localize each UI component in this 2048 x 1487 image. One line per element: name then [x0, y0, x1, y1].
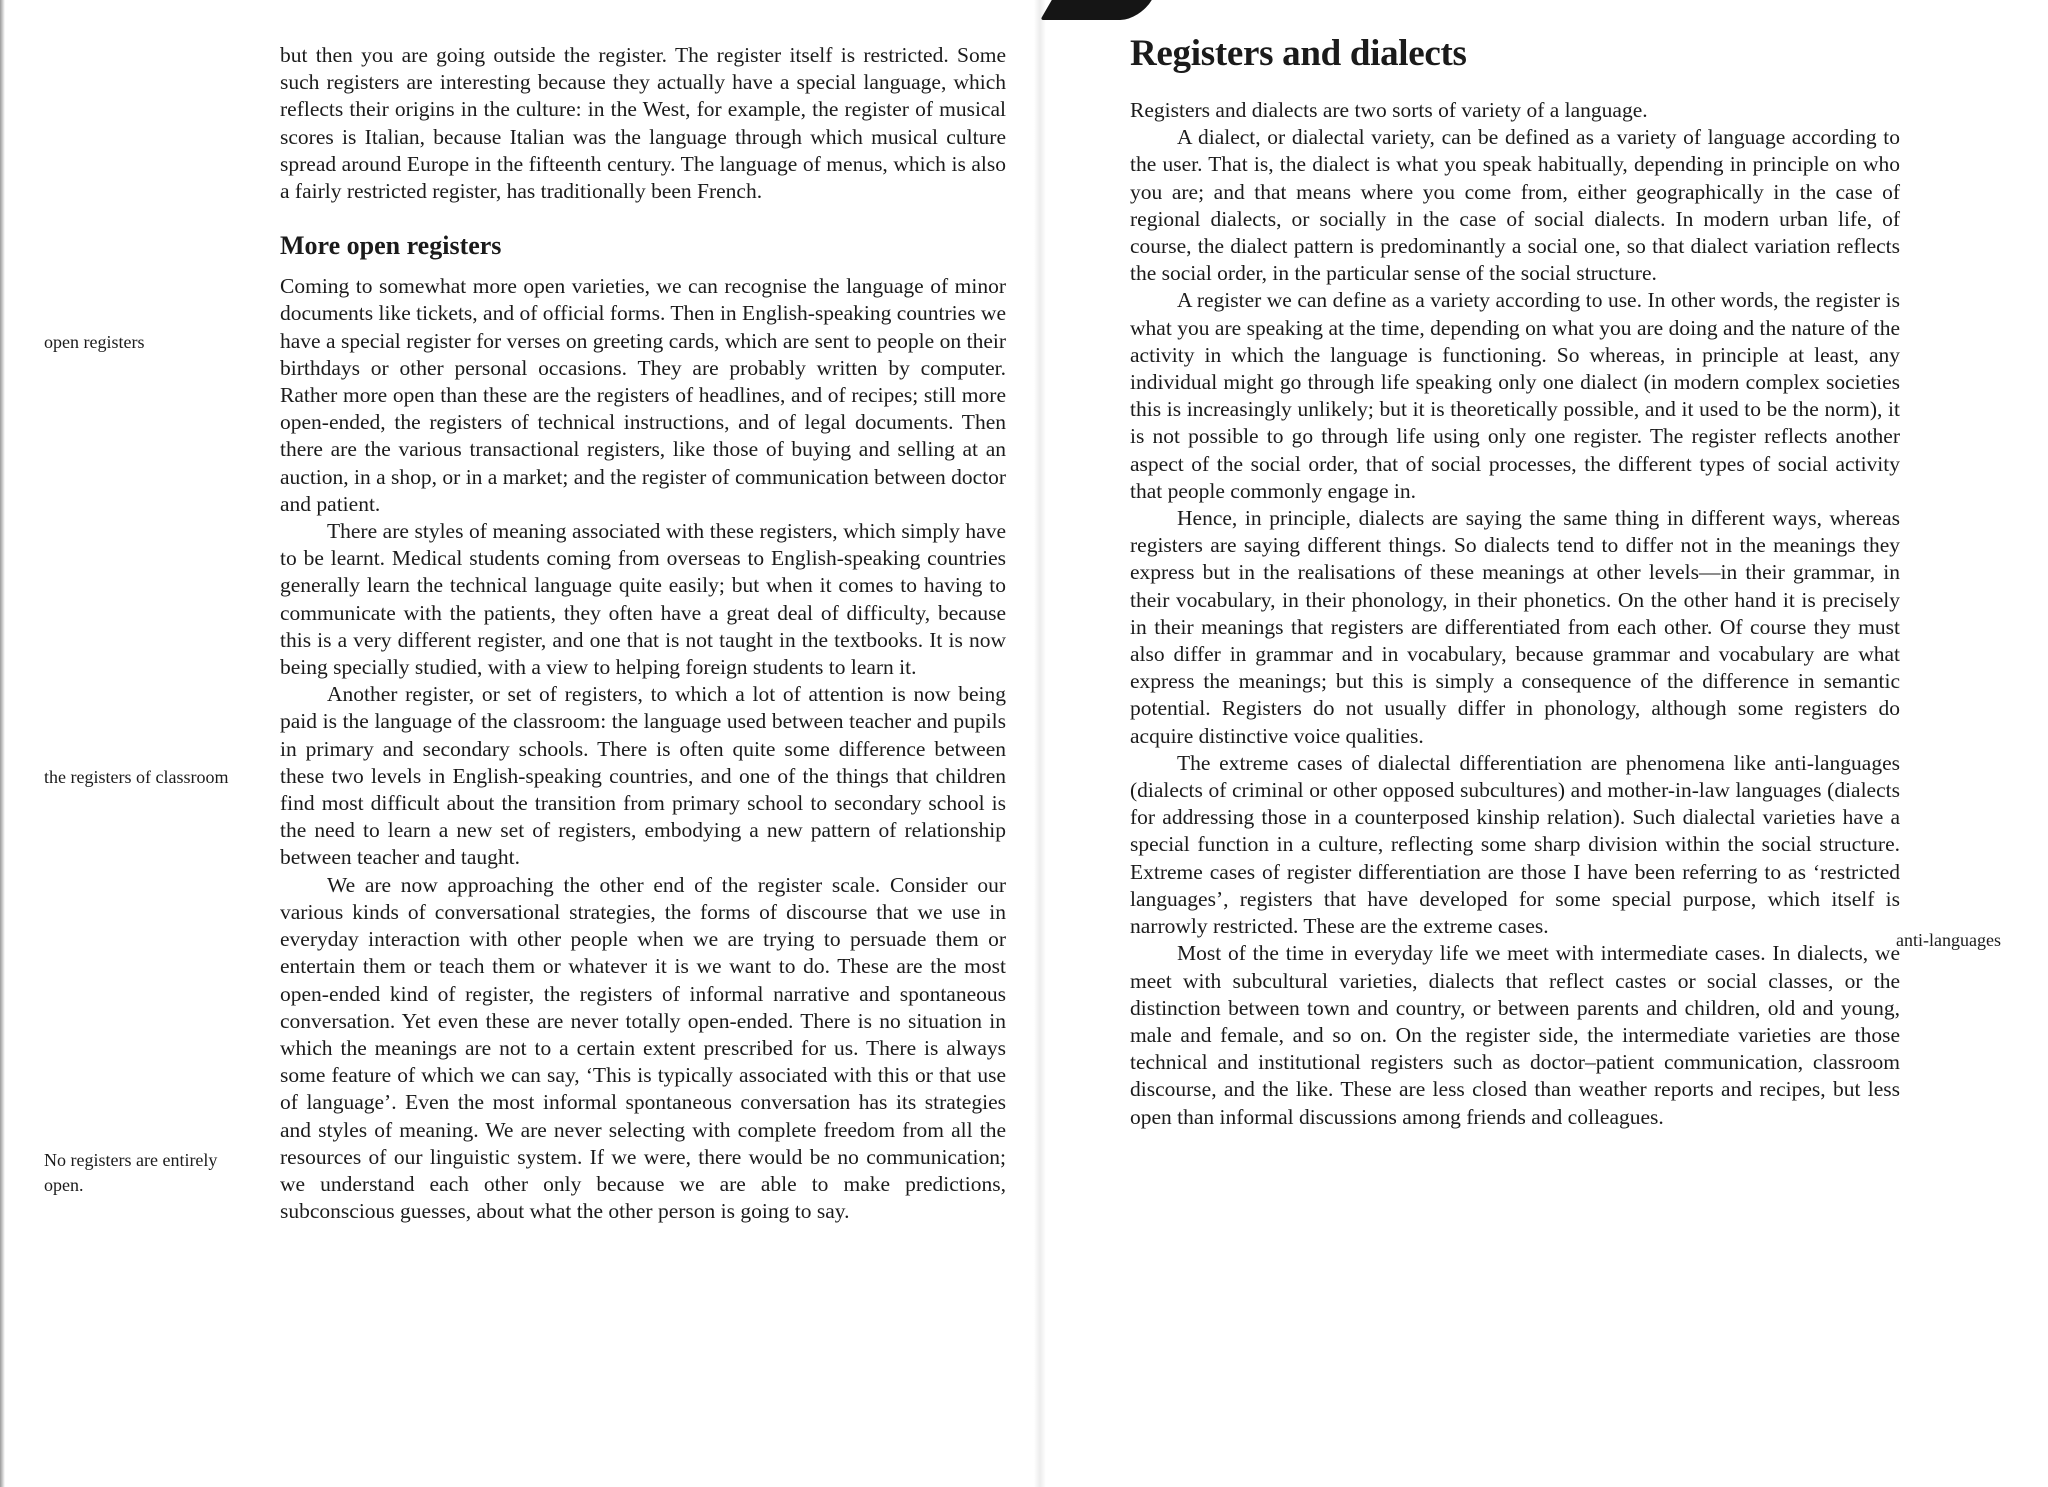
margin-note-anti-languages: anti-languages [1896, 930, 2001, 950]
chapter-title: Registers and dialects [1130, 33, 1467, 74]
margin-note-no-open-registers: No registers are entirely open. [44, 1150, 218, 1195]
section-heading-more-open-registers: More open registers [280, 231, 502, 261]
paragraph-extreme-cases: The extreme cases of dialectal differentiation are phenomena like anti-languages (dialects of criminal or other opposed subcultures) and mother-in-law languages (dialects for addressing those in a counterposed kinship relation). Such dialectal varieties have a special function in a culture, reflecting some sharp division within the social structure. Extreme cases of register differentiation are those I have been referring to as ‘restricted languages’, registers that have developed for some special purpose, which itself is narrowly restricted. These are the extreme cases. [1130, 750, 1900, 939]
paragraph-register-scale: We are now approaching the other end of the register scale. Consider our various kinds of conversational strategies, the forms of discourse that we use in everyday interaction with other people when we are trying to persuade them or entertain them or teach them or whatever it is we want to do. These are the most open-ended kind of register, the registers of informal narrative and spontaneous conversation. Yet even these are never totally open-ended. There is no situation in which the meanings are not to a certain extent prescribed for us. There is always some feature of which we can say, ‘This is typically associated with this or that use of language’. Even the most informal spontaneous conversation has its strategies and styles of meaning. We are never selecting with complete freedom from all the resources of our linguistic system. If we were, there would be no communication; we understand each other only because we are able to make predictions, subconscious guesses, about what the other person is going to say. [280, 872, 1006, 1224]
margin-note-classroom-registers: the registers of classroom [44, 767, 229, 787]
paragraph-intro: Registers and dialects are two sorts of variety of a language. [1130, 98, 1648, 122]
paragraph-dialect-definition: A dialect, or dialectal variety, can be defined as a variety of language according to the user. That is, the dialect is what you speak habitually, depending in principle on who you are; and that means where you come from, either geographically in the case of regional dialects, or socially in the case of social dialects. In modern urban life, of course, the dialect pattern is predominantly a social one, so that dialect variation reflects the social order, in the particular sense of the social structure. [1130, 125, 1900, 286]
paragraph-classroom-register: Another register, or set of registers, to which a lot of attention is now being paid is the language of the classroom: the language used between teacher and pupils in primary and secondary schools. There is often quite some difference between these two levels in English-speaking countries, and one of the things that children find most difficult about the transition from primary school to secondary school is the need to learn a new set of registers, embodying a new pattern of relationship between teacher and taught. [280, 682, 1006, 870]
continued-paragraph: but then you are going outside the register. The register itself is restricted. Some such registers are interesting because they actually have a special language, which reflects their origins in the culture: in the West, for example, the register of musical scores is Italian, because Italian was the language through which musical culture spread around Europe in the fifteenth century. The language of menus, which is also a fairly restricted register, has traditionally been French. [280, 43, 1006, 204]
paragraph-intermediate-cases: Most of the time in everyday life we meet with intermediate cases. In dialects, we meet with subcultural varieties, dialects that reflect castes or social classes, or the distinction between town and country, or between parents and children, old and young, male and female, and so on. On the register side, the intermediate varieties are those technical and institutional registers such as doctor–patient communication, classroom discourse, and the like. These are less closed than weather reports and recipes, but less open than informal discussions among friends and colleagues. [1130, 941, 1900, 1129]
left-text-column [280, 42, 1006, 1225]
paragraph-register-definition: A register we can define as a variety according to use. In other words, the register is what you are speaking at the time, depending on what you are doing and the nature of the activity in which the language is functioning. So whereas, in principle at least, any individual might go through life speaking only one dialect (in modern complex societies this is increasingly unlikely; but it is theoretically possible, and it used to be the norm), it is not possible to go through life using only one register. The register reflects another aspect of the social order, that of social processes, the different types of social activity that people commonly engage in. [1130, 288, 1900, 503]
right-text-column [1130, 97, 1900, 1131]
right-page [1040, 0, 2048, 1487]
paragraph-dialects-vs-registers: Hence, in principle, dialects are saying the same thing in different ways, whereas registers are saying different things. So dialects tend to differ not in the meanings they express but in the realisations of these meanings at other levels—in their grammar, in their vocabulary, in their phonology, in their phonetics. On the other hand it is precisely in their meanings that registers are differentiated from each other. Of course they must also differ in grammar and in vocabulary, because grammar and vocabulary are what express the meanings; but this is simply a consequence of the difference in semantic potential. Registers do not usually differ in phonology, although some registers do acquire distinctive voice qualities. [1130, 506, 1900, 748]
paragraph-styles-of-meaning: There are styles of meaning associated with these registers, which simply have to be learnt. Medical students coming from overseas to English-speaking countries generally learn the technical language quite easily; but when it comes to having to communicate with the patients, they often have a great deal of difficulty, because this is a very different register, and one that is not taught in the textbooks. It is now being specially studied, with a view to helping foreign students to learn it. [280, 519, 1006, 680]
paragraph-open-varieties: Coming to somewhat more open varieties, we can recognise the language of minor documents like tickets, and of official forms. Then in English-speaking countries we have a special register for verses on greeting cards, which are sent to people on their birthdays or other personal occasions. They are probably written by computer. Rather more open than these are the registers of headlines, and of recipes; still more open-ended, the registers of technical instructions, and of legal documents. Then there are the various transactional registers, like those of buying and selling at an auction, in a shop, or in a market; and the register of communication between doctor and patient. [280, 274, 1006, 516]
margin-note-open-registers: open registers [44, 332, 145, 352]
